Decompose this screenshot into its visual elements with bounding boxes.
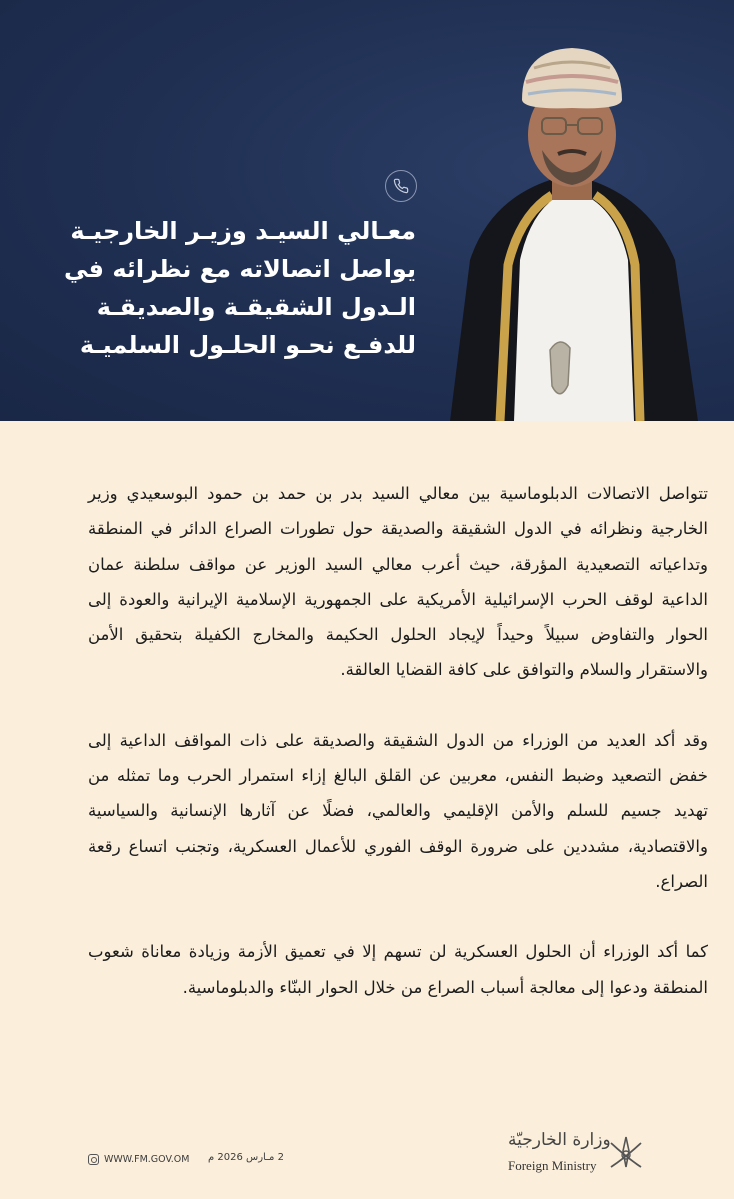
- headline-line-2: يواصل اتصالاته مع نظرائه في: [63, 255, 416, 283]
- publish-date: 2 مـارس 2026 م: [208, 1152, 284, 1163]
- header-banner: [0, 0, 734, 421]
- oman-emblem-icon: [607, 1133, 645, 1173]
- headline-line-1: معـالي السيـد وزيـر الخارجيـة: [70, 217, 416, 245]
- paragraph-3: كما أكد الوزراء أن الحلول العسكرية لن تسهم إلا في تعميق الأزمة وزيادة معاناة شعوب المنطقة ودعوا إلى معالجة أسباب الصراع من خلال الحوار البنّاء والدبلوماسية.: [88, 942, 708, 997]
- logo-english-text: Foreign Ministry: [508, 1158, 597, 1173]
- website-text: WWW.FM.GOV.OM: [104, 1154, 190, 1165]
- paragraph-2: وقد أكد العديد من الوزراء من الدول الشقيقة والصديقة على ذات المواقف الداعية إلى خفض التصعيد وضبط النفس، معربين عن القلق البالغ إزاء استمرار الحرب وما تمثله من تهديد جسيم للسلم والأمن الإقليمي والعالمي، فضلًا عن آثارها الإنسانية والسياسية والاقتصادية، مشددين على ضرورة الوقف الفوري للأعمال العسكرية، وتجنب اتساع رقعة الصراع.: [88, 730, 708, 891]
- article-body: [88, 476, 708, 1040]
- footer: [0, 1120, 734, 1199]
- logo-arabic-text: وزارة الخارجيّة: [508, 1130, 611, 1150]
- headline-line-4: للدفـع نحـو الحلـول السلميـة: [79, 331, 416, 359]
- instagram-icon: [88, 1154, 99, 1165]
- phone-icon: [385, 170, 417, 202]
- headline: [56, 212, 416, 364]
- website-link[interactable]: [88, 1154, 189, 1165]
- minister-portrait: [430, 30, 710, 421]
- headline-line-3: الـدول الشقيقـة والصديقـة: [96, 293, 416, 321]
- paragraph-1: تتواصل الاتصالات الدبلوماسية بين معالي السيد بدر بن حمد بن حمود البوسعيدي وزير الخارجية ونظرائه في الدول الشقيقة والصديقة حول تطورات الصراع الدائر في المنطقة وتداعياته التصعيدية المؤرقة، حيث أعرب معالي السيد الوزير عن مواقف سلطنة عمان الداعية لوقف الحرب الإسرائيلية الأمريكية على الجمهورية الإسلامية الإيرانية والعودة إلى الحوار والتفاوض سبيلاً وحيداً لإيجاد الحلول الحكيمة والمخارج الكفيلة بتحقيق الأمن والاستقرار والسلام والتوافق على كافة القضايا العالقة.: [88, 484, 708, 680]
